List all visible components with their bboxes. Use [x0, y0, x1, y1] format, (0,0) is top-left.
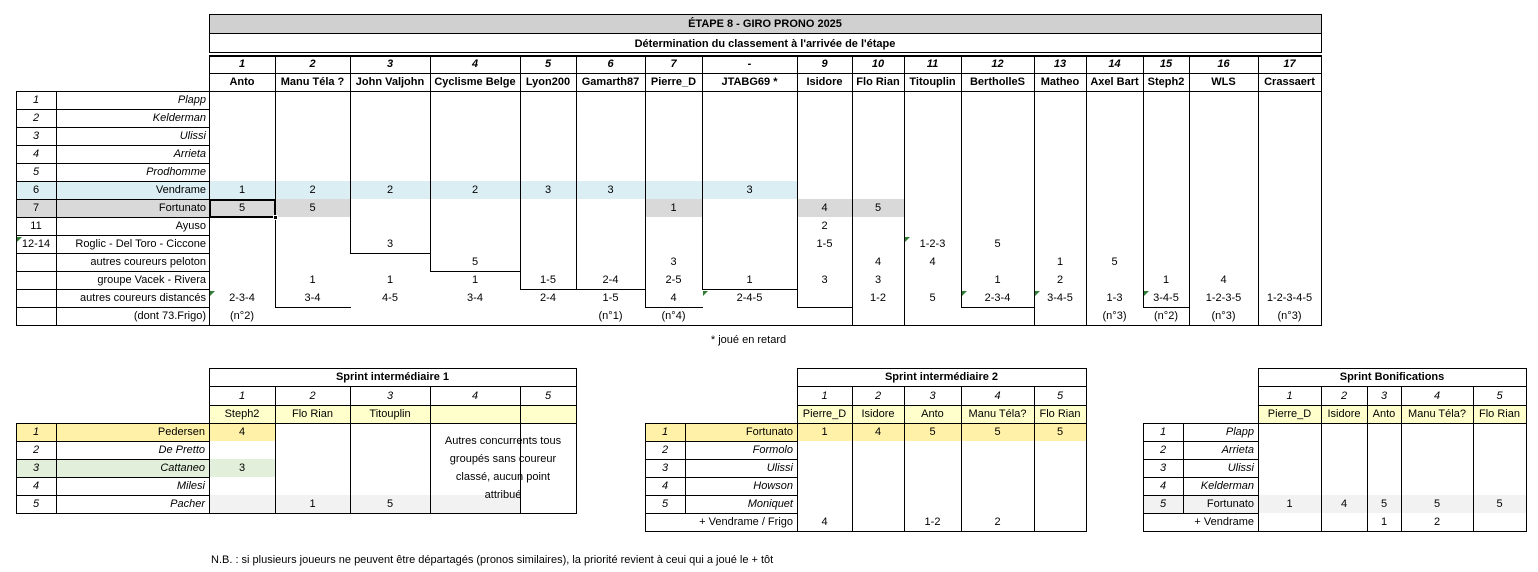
sprint-col-number: 5	[544, 390, 552, 402]
prediction-cell: 3	[821, 274, 828, 286]
prediction-cell: 3	[544, 184, 552, 196]
page-subtitle: Détermination du classement à l'arrivée de l'étape	[634, 38, 896, 50]
sprint-rider-pos: 2	[661, 444, 669, 456]
sprint-cell: 4	[874, 426, 882, 438]
sprint-cell: 1-2	[924, 516, 941, 528]
sprint-cell-bg	[209, 495, 275, 513]
prediction-cell: 1-5	[540, 274, 556, 286]
prediction-cell: 3	[746, 184, 753, 196]
player-number: 15	[1159, 58, 1173, 70]
sprint-rider-pos: 3	[1159, 462, 1167, 474]
player-name: Steph2	[1147, 76, 1185, 88]
sprint-col-number: 4	[1433, 390, 1441, 402]
prediction-cell: 1	[471, 274, 479, 286]
prediction-cell: 1	[746, 274, 753, 286]
prediction-cell: (n°2)	[1154, 310, 1178, 322]
prediction-cell: 2	[471, 184, 479, 196]
sprint-rider-pos: 4	[1159, 480, 1167, 492]
prediction-cell: 4-5	[382, 292, 398, 304]
sprint-cell: 5	[1433, 498, 1441, 510]
prediction-cell: 2-4	[540, 292, 556, 304]
prediction-cell: 2	[309, 184, 316, 196]
sprint-rider-name: Ulissi	[1227, 462, 1254, 474]
rider-position: 7	[32, 202, 40, 214]
prediction-cell: 4	[874, 256, 882, 268]
rider-position: 2	[32, 112, 40, 124]
rider-position	[16, 289, 56, 307]
prediction-cell: (n°3)	[1211, 310, 1236, 322]
prediction-cell: (n°3)	[1277, 310, 1302, 322]
prediction-cell: 5	[238, 202, 246, 214]
rider-name: Fortunato	[158, 202, 206, 214]
sprint-rider-pos: 2	[32, 444, 40, 456]
sprint-cell: 2	[994, 516, 1001, 528]
sprint-cell: 5	[1380, 498, 1388, 510]
comment-marker	[1144, 291, 1149, 296]
player-name: Flo Rian	[856, 76, 900, 88]
sprint-rider-name: Howson	[753, 480, 793, 492]
rider-name: autres coureurs peloton	[90, 256, 206, 268]
sprint1-note: Autres concurrents tous	[444, 435, 562, 447]
comment-marker	[210, 291, 215, 296]
sprint1-note: classé, aucun point	[455, 471, 551, 483]
sprint-bottom-line	[645, 531, 1087, 532]
sprint-cell: 1	[1380, 516, 1388, 528]
sprint-player: Flo Rian	[1479, 408, 1520, 420]
sprint-col-number: 2	[874, 390, 882, 402]
rider-name: groupe Vacek - Rivera	[97, 274, 206, 286]
sprint-player: Anto	[1372, 408, 1396, 420]
player-number: 2	[309, 58, 316, 70]
player-number: 13	[1053, 58, 1067, 70]
player-name: WLS	[1211, 76, 1236, 88]
player-name: Crassaert	[1264, 76, 1315, 88]
prediction-cell: 2	[386, 184, 394, 196]
sprint-header-right	[1086, 387, 1087, 424]
sprint-rider-pos: 5	[32, 498, 40, 510]
rider-position	[16, 253, 56, 271]
sprint-cell: 5	[386, 498, 394, 510]
sprint-rider-pos: 4	[661, 480, 669, 492]
sprint-col-number: 3	[1380, 390, 1388, 402]
prediction-cell: 1	[386, 274, 394, 286]
sprint-cell: 5	[994, 426, 1001, 438]
sprint-col-number: 3	[929, 390, 936, 402]
col-bottom	[275, 307, 351, 308]
sprint-cell: 1	[821, 426, 828, 438]
sprint-rider-name: Pedersen	[157, 426, 205, 438]
sprint-col-line	[1473, 423, 1474, 531]
sprint-col-number: 2	[309, 390, 316, 402]
prediction-cell: (n°4)	[661, 310, 686, 322]
prediction-cell: 3-4	[467, 292, 483, 304]
col-bottom	[797, 307, 853, 308]
prediction-cell: 2-4	[602, 274, 619, 286]
late-note: * joué en retard	[710, 334, 787, 346]
sprint1-note: groupés sans coureur	[449, 453, 557, 465]
sprint-rider-name: + Vendrame	[1194, 516, 1254, 528]
sprint-top-line	[1258, 423, 1527, 424]
sprint-rider-name: Ulissi	[766, 462, 793, 474]
prediction-cell: 5	[1111, 256, 1118, 268]
player-name: Gamarth87	[581, 76, 640, 88]
rider-position: 11	[30, 220, 42, 232]
player-name: Anto	[229, 76, 255, 88]
sprint-player: Titouplin	[369, 408, 411, 420]
sprint-col-number: 2	[1340, 390, 1348, 402]
rider-name: Roglic - Del Toro - Ciccone	[75, 238, 206, 250]
prediction-cell: (n°1)	[598, 310, 623, 322]
prediction-cell: 2-3-4	[229, 292, 255, 304]
player-number: 3	[386, 58, 394, 70]
sprint-rider-name: Milesi	[176, 480, 205, 492]
sprint-rider-pos: 2	[1159, 444, 1167, 456]
sprint-rider-name: + Vendrame / Frigo	[699, 516, 793, 528]
prediction-cell: 5	[309, 202, 316, 214]
rider-position: 3	[32, 130, 40, 142]
prediction-cell: 4	[670, 292, 677, 304]
prediction-cell: 5	[874, 202, 882, 214]
fill-handle[interactable]	[273, 215, 278, 220]
player-number: 17	[1283, 58, 1296, 70]
sprint-col-line	[1321, 423, 1322, 531]
prediction-cell: 5	[929, 292, 936, 304]
sprint-player: Manu Téla?	[1408, 408, 1466, 420]
sprint-bottom-line	[16, 513, 577, 514]
col-bottom	[961, 307, 1035, 308]
rider-name: Arrieta	[173, 148, 206, 160]
comment-marker	[962, 291, 967, 296]
prediction-cell: 1	[1162, 274, 1170, 286]
sprint-rider-name: Arrieta	[1221, 444, 1254, 456]
rider-name: Kelderman	[152, 112, 206, 124]
sprint-player: Pierre_D	[1267, 408, 1312, 420]
player-number: 5	[544, 58, 552, 70]
sprint-player	[430, 405, 520, 423]
sprint-rider-name: De Pretto	[158, 444, 205, 456]
player-name: Matheo	[1040, 76, 1080, 88]
prediction-cell: 2-3-4	[984, 292, 1011, 304]
prediction-cell: (n°3)	[1102, 310, 1127, 322]
rider-position	[16, 271, 56, 289]
sprint-col-number: 1	[821, 390, 828, 402]
prediction-cell: 2-5	[665, 274, 682, 286]
sprint-col-number: 5	[1056, 390, 1064, 402]
prediction-cell: 3-4-5	[1047, 292, 1073, 304]
player-name: Axel Bart	[1090, 76, 1139, 88]
sprint-cell: 4	[238, 426, 246, 438]
player-number: 9	[821, 58, 828, 70]
sprint-title: Sprint intermédiaire 2	[884, 371, 999, 383]
sprint-col-number: 3	[386, 390, 394, 402]
sprint-player: Isidore	[861, 408, 895, 420]
sprint-cell: 5	[1056, 426, 1064, 438]
prediction-cell: 1-5	[816, 238, 833, 250]
player-name: Pierre_D	[650, 76, 697, 88]
prediction-cell: 1-2-3-4-5	[1266, 292, 1313, 304]
sprint-rider-pos: 5	[1159, 498, 1167, 510]
sprint-title: Sprint Bonifications	[1339, 371, 1445, 383]
player-number: 10	[871, 58, 885, 70]
prediction-cell: 2	[1056, 274, 1064, 286]
prediction-cell: 1-2-3-5	[1205, 292, 1242, 304]
rider-position	[16, 307, 56, 325]
player-name: BertholleS	[969, 76, 1025, 88]
sprint-player: Isidore	[1327, 408, 1361, 420]
sprint-col-line	[1258, 423, 1259, 531]
sprint-rider-name: Pacher	[170, 498, 205, 510]
sprint-rider-name: Formolo	[752, 444, 793, 456]
rider-name: Plapp	[177, 94, 206, 106]
sprint-rider-pos: 1	[32, 426, 40, 438]
rider-name: Ulissi	[179, 130, 206, 142]
prediction-cell: 1	[309, 274, 316, 286]
sprint-rider-name: Fortunato	[1206, 498, 1254, 510]
sprint-header-right	[1526, 387, 1527, 424]
sprint-rider-pos: 1	[661, 426, 669, 438]
comment-marker	[905, 237, 910, 242]
sprint-rider-name: Cattaneo	[160, 462, 205, 474]
sprint-player: Pierre_D	[802, 408, 847, 420]
sprint-player: Anto	[921, 408, 944, 420]
player-number: 12	[991, 58, 1004, 70]
table-bottom	[16, 325, 1322, 326]
sprint-col-number: 5	[1496, 390, 1503, 402]
sprint-rider-pos: 4	[32, 480, 40, 492]
rider-position: 6	[32, 184, 40, 196]
sprint-cell: 1	[309, 498, 316, 510]
sprint-cell: 1	[1286, 498, 1293, 510]
prediction-cell: 3	[670, 256, 677, 268]
rider-name: Vendrame	[155, 184, 206, 196]
sprint-rider-name: Plapp	[1225, 426, 1254, 438]
rider-position: 12-14	[21, 238, 51, 250]
player-name: Manu Téla ?	[280, 76, 345, 88]
rider-position: 1	[32, 94, 40, 106]
player-name: Lyon200	[525, 76, 571, 88]
comment-marker	[1035, 291, 1040, 296]
player-name: John Valjohn	[355, 76, 425, 88]
rider-position: 4	[32, 148, 40, 160]
sprint-rider-name: Kelderman	[1200, 480, 1254, 492]
sprint-cell: 5	[1496, 498, 1503, 510]
sprint-col-line	[1086, 423, 1087, 531]
prediction-cell: 1	[670, 202, 677, 214]
player-name: Cyclisme Belge	[434, 76, 516, 88]
sprint-col-number: 1	[238, 390, 246, 402]
sprint-player: Flo Rian	[1039, 408, 1081, 420]
prediction-cell: 2	[821, 220, 828, 232]
sprint-cell: 3	[238, 462, 246, 474]
player-number: 6	[607, 58, 614, 70]
sprint-col-number: 4	[994, 390, 1001, 402]
sprint-rider-pos: 1	[1159, 426, 1167, 438]
prediction-cell: 5	[471, 256, 479, 268]
player-number: -	[747, 58, 752, 70]
col-border-right	[1321, 91, 1322, 325]
prediction-cell: 1-5	[602, 292, 619, 304]
sprint-bottom-line	[1143, 531, 1527, 532]
player-number: 14	[1108, 58, 1121, 70]
prediction-cell: 1	[1056, 256, 1064, 268]
prediction-cell: 1	[238, 184, 246, 196]
sprint-cell: 4	[1340, 498, 1348, 510]
page-title: ÉTAPE 8 - GIRO PRONO 2025	[688, 18, 842, 30]
prediction-cell: 1-3	[1106, 292, 1123, 304]
sprint-title: Sprint intermédiaire 1	[335, 371, 450, 383]
prediction-cell: 5	[994, 238, 1001, 250]
rider-name: Ayuso	[175, 220, 206, 232]
prediction-cell: 1-2	[870, 292, 886, 304]
prediction-cell: (n°2)	[230, 310, 254, 322]
prediction-cell: 1-2-3	[919, 238, 946, 250]
sprint-col-line	[1526, 423, 1527, 531]
sprint-rider-name: Fortunato	[745, 426, 793, 438]
prediction-cell: 4	[929, 256, 936, 268]
selected-cell[interactable]	[209, 199, 276, 218]
prediction-cell: 3	[874, 274, 882, 286]
sprint-rider-name: Moniquet	[747, 498, 793, 510]
player-name: JTABG69 *	[721, 76, 778, 88]
prediction-cell: 3	[607, 184, 614, 196]
sprint-player: Flo Rian	[292, 408, 333, 420]
sprint-rider-pos: 3	[661, 462, 669, 474]
prediction-cell: 3-4	[304, 292, 321, 304]
sprint-player: Steph2	[224, 408, 260, 420]
player-name: Isidore	[806, 76, 843, 88]
player-number: 7	[670, 58, 677, 70]
sprint-col-number: 4	[471, 390, 479, 402]
player-number: 16	[1217, 58, 1230, 70]
rider-name: (dont 73.Frigo)	[133, 310, 206, 322]
sprint-player	[520, 405, 576, 423]
player-number: 11	[926, 58, 939, 70]
rider-name: autres coureurs distancés	[80, 292, 206, 304]
header-right-edge	[1321, 55, 1322, 92]
sprint-player: Manu Téla?	[968, 408, 1027, 420]
prediction-cell: 2-4-5	[736, 292, 763, 304]
player-number: 4	[471, 58, 479, 70]
footnote: N.B. : si plusieurs joueurs ne peuvent être départagés (pronos similaires), la priorité revient à ceui qui a joué le + tôt	[211, 554, 774, 566]
sprint-cell: 5	[929, 426, 936, 438]
sprint-header-right	[576, 387, 577, 424]
sprint-col-number: 1	[1286, 390, 1293, 402]
sprint-cell: 2	[1433, 516, 1441, 528]
col-bottom	[350, 253, 431, 254]
sprint-rider-pos: 5	[661, 498, 669, 510]
prediction-cell: 3	[386, 238, 394, 250]
prediction-cell: 3-4-5	[1153, 292, 1179, 304]
sprint-cell: 4	[821, 516, 828, 528]
player-name: Titouplin	[909, 76, 956, 88]
sprint1-note: attribué	[484, 489, 522, 501]
comment-marker	[17, 237, 22, 242]
col-border-left	[350, 91, 351, 253]
player-number: 1	[238, 58, 246, 70]
comment-marker	[703, 291, 708, 296]
rider-position: 5	[32, 166, 40, 178]
rider-name: Prodhomme	[146, 166, 206, 178]
prediction-cell: 1	[994, 274, 1001, 286]
sprint-rider-pos: 3	[32, 462, 40, 474]
prediction-cell: 4	[821, 202, 828, 214]
sprint-col-line	[576, 423, 577, 513]
prediction-cell: 4	[1220, 274, 1227, 286]
